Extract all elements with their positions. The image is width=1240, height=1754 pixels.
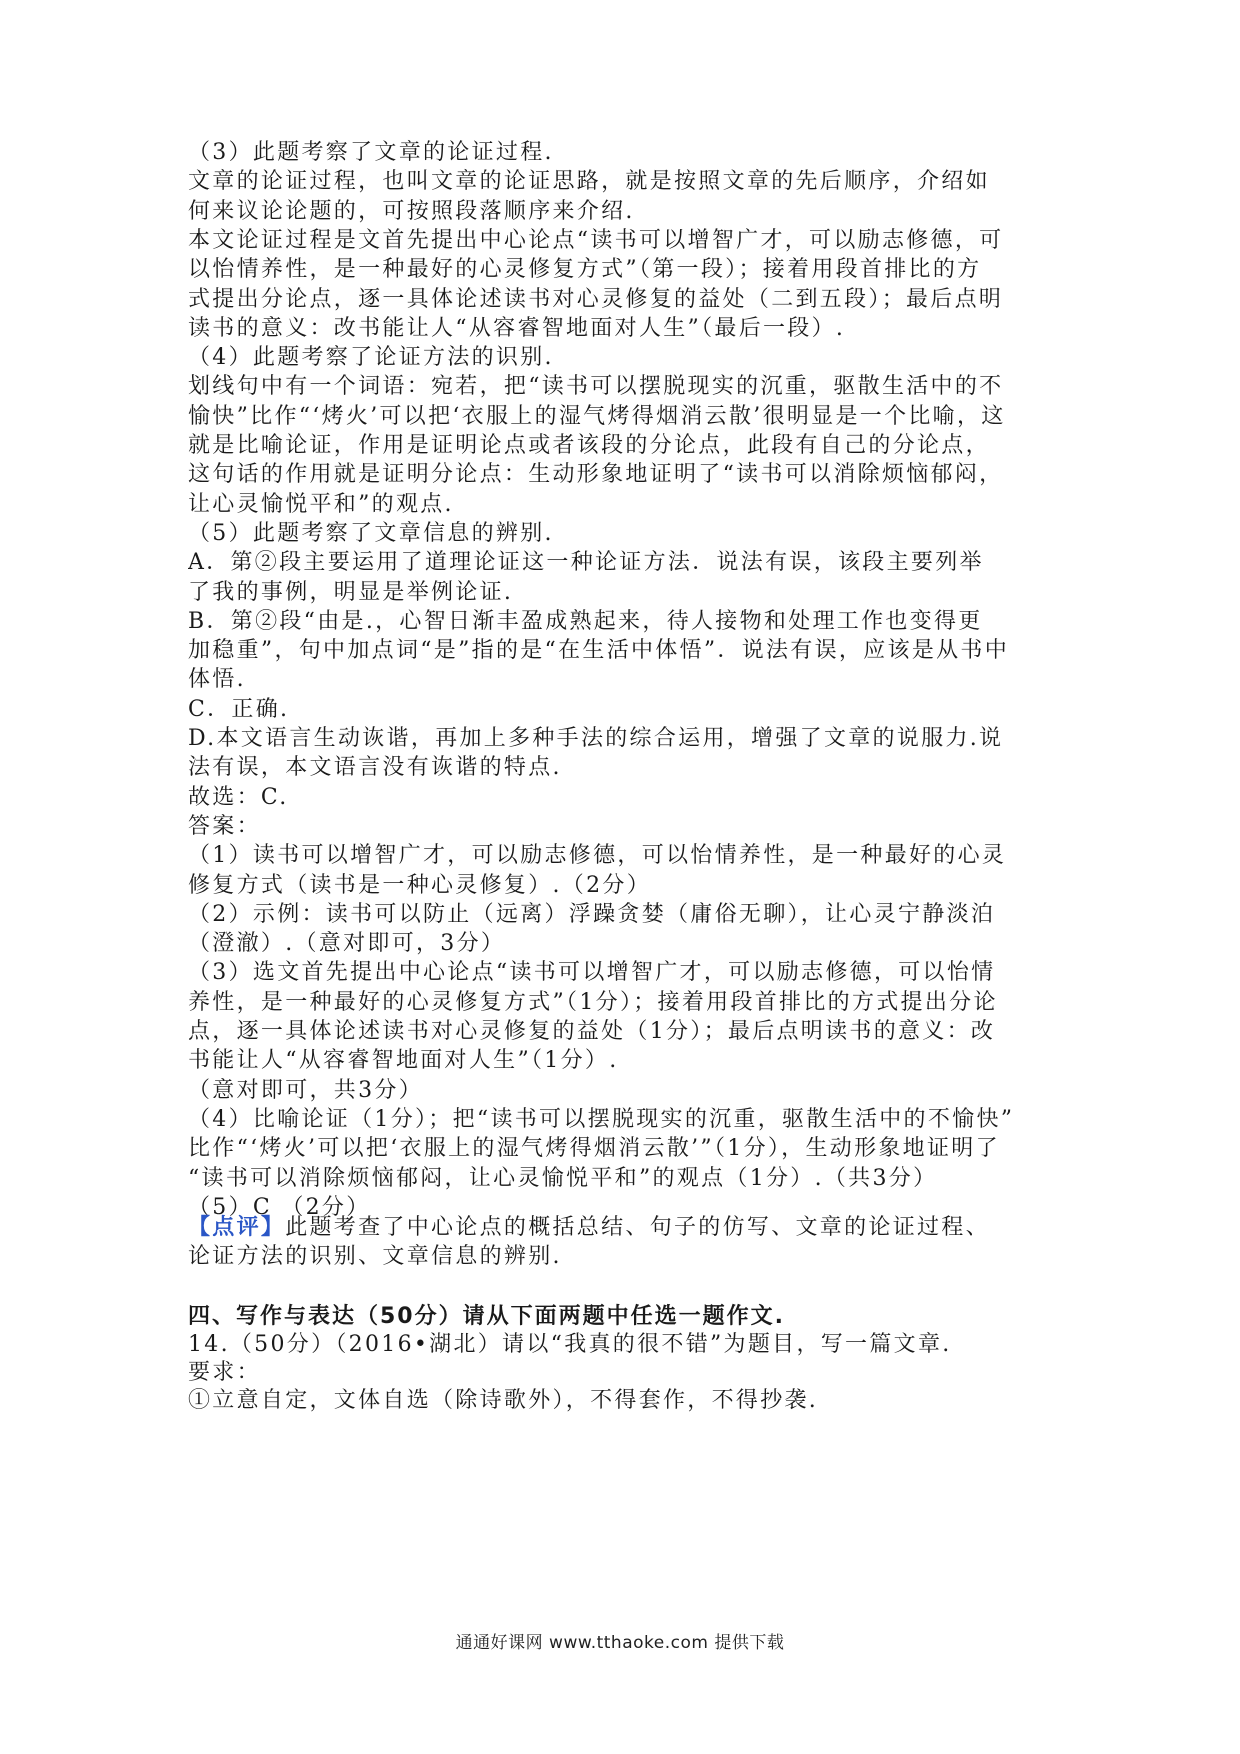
text-line: C．正确. xyxy=(188,696,290,722)
text-line: 比作“‘烤火’可以把‘衣服上的湿气烤得烟消云散’”（1分），生动形象地证明了 xyxy=(188,1136,1000,1162)
text-line: 书能让人“从容睿智地面对人生”（1分）. xyxy=(188,1048,619,1074)
text-line: （3）选文首先提出中心论点“读书可以增智广才，可以励志修德，可以怡情 xyxy=(188,960,996,986)
text-line: A．第②段主要运用了道理论证这一种论证方法．说法有误，该段主要列举 xyxy=(188,550,984,576)
section-heading: 四、写作与表达（50分）请从下面两题中任选一题作文. xyxy=(188,1304,785,1329)
text-line: 读书的意义：改书能让人“从容睿智地面对人生”（最后一段）. xyxy=(188,315,846,341)
comment-tag: 【点评】 xyxy=(188,1214,286,1240)
text-line: （4）比喻论证（1分）；把“读书可以摆脱现实的沉重，驱散生活中的不愉快” xyxy=(188,1106,1015,1132)
comment-text: 此题考查了中心论点的概括总结、句子的仿写、文章的论证过程、 xyxy=(285,1215,990,1240)
text-line: （5）C （2分） xyxy=(188,1194,371,1220)
text-line: （2）示例：读书可以防止（远离）浮躁贪婪（庸俗无聊），让心灵宁静淡泊 xyxy=(188,901,996,927)
comment-line xyxy=(188,1212,1068,1243)
page-footer: 通通好课网 www.tthaoke.com 提供下载 xyxy=(455,1633,785,1653)
text-line: “读书可以消除烦恼郁闷，让心灵愉悦平和”的观点（1分）.（共3分） xyxy=(188,1165,938,1191)
text-line: 故选：C. xyxy=(188,784,289,810)
text-line: 体悟. xyxy=(188,667,246,693)
text-line: 了我的事例，明显是举例论证. xyxy=(188,579,514,605)
requirement-item: ①立意自定，文体自选（除诗歌外），不得套作，不得抄袭. xyxy=(188,1388,819,1413)
text-line: D.本文语言生动诙谐，再加上多种手法的综合运用，增强了文章的说服力.说 xyxy=(188,726,1004,751)
text-line: （澄澈）.（意对即可，3分） xyxy=(188,931,506,957)
text-line: 文章的论证过程，也叫文章的论证思路，就是按照文章的先后顺序，介绍如 xyxy=(188,169,990,195)
text-line: 本文论证过程是文首先提出中心论点“读书可以增智广才，可以励志修德，可 xyxy=(188,227,1004,253)
text-line: 加稳重”，句中加点词“是”指的是“在生活中体悟”．说法有误，应该是从书中 xyxy=(188,638,1010,664)
text-line: 就是比喻论证，作用是证明论点或者该段的分论点，此段有自己的分论点， xyxy=(188,433,990,458)
text-line: 让心灵愉悦平和”的观点. xyxy=(188,491,454,517)
comment-line: 论证方法的识别、文章信息的辨别. xyxy=(188,1244,562,1269)
text-line: 以怡情养性，是一种最好的心灵修复方式”（第一段）；接着用段首排比的方 xyxy=(188,257,982,283)
text-line: 法有误，本文语言没有诙谐的特点. xyxy=(188,755,562,781)
requirements-label: 要求： xyxy=(188,1360,261,1385)
text-line: 答案： xyxy=(188,813,261,839)
text-line: （5）此题考察了文章信息的辨别. xyxy=(188,520,554,546)
text-line: B．第②段“由是.，心智日渐丰盈成熟起来，待人接物和处理工作也变得更 xyxy=(188,608,983,634)
question-14: 14.（50分）（2016•湖北）请以“我真的很不错”为题目，写一篇文章. xyxy=(188,1332,952,1357)
text-line: （1）读书可以增智广才，可以励志修德，可以怡情养性，是一种最好的心灵 xyxy=(188,843,1007,869)
text-line: （4）此题考察了论证方法的识别. xyxy=(188,345,554,371)
text-line: （3）此题考察了文章的论证过程. xyxy=(188,140,554,165)
text-line: 修复方式（读书是一种心灵修复）.（2分） xyxy=(188,872,651,898)
text-line: 式提出分论点，逐一具体论述读书对心灵修复的益处（二到五段）；最后点明 xyxy=(188,286,1004,312)
text-line: 何来议论论题的，可按照段落顺序来介绍. xyxy=(188,198,635,224)
text-line: 点，逐一具体论述读书对心灵修复的益处（1分）；最后点明读书的意义：改 xyxy=(188,1019,996,1044)
text-line: 划线句中有一个词语：宛若，把“读书可以摆脱现实的沉重，驱散生活中的不 xyxy=(188,374,1004,400)
text-line: 愉快”比作“‘烤火’可以把‘衣服上的湿气烤得烟消云散’很明显是一个比喻，这 xyxy=(188,403,1006,429)
text-line: 养性，是一种最好的心灵修复方式”（1分）；接着用段首排比的方式提出分论 xyxy=(188,989,998,1015)
text-line: 这句话的作用就是证明分论点：生动形象地证明了“读书可以消除烦恼郁闷， xyxy=(188,462,1004,488)
text-line: （意对即可，共3分） xyxy=(188,1077,423,1103)
